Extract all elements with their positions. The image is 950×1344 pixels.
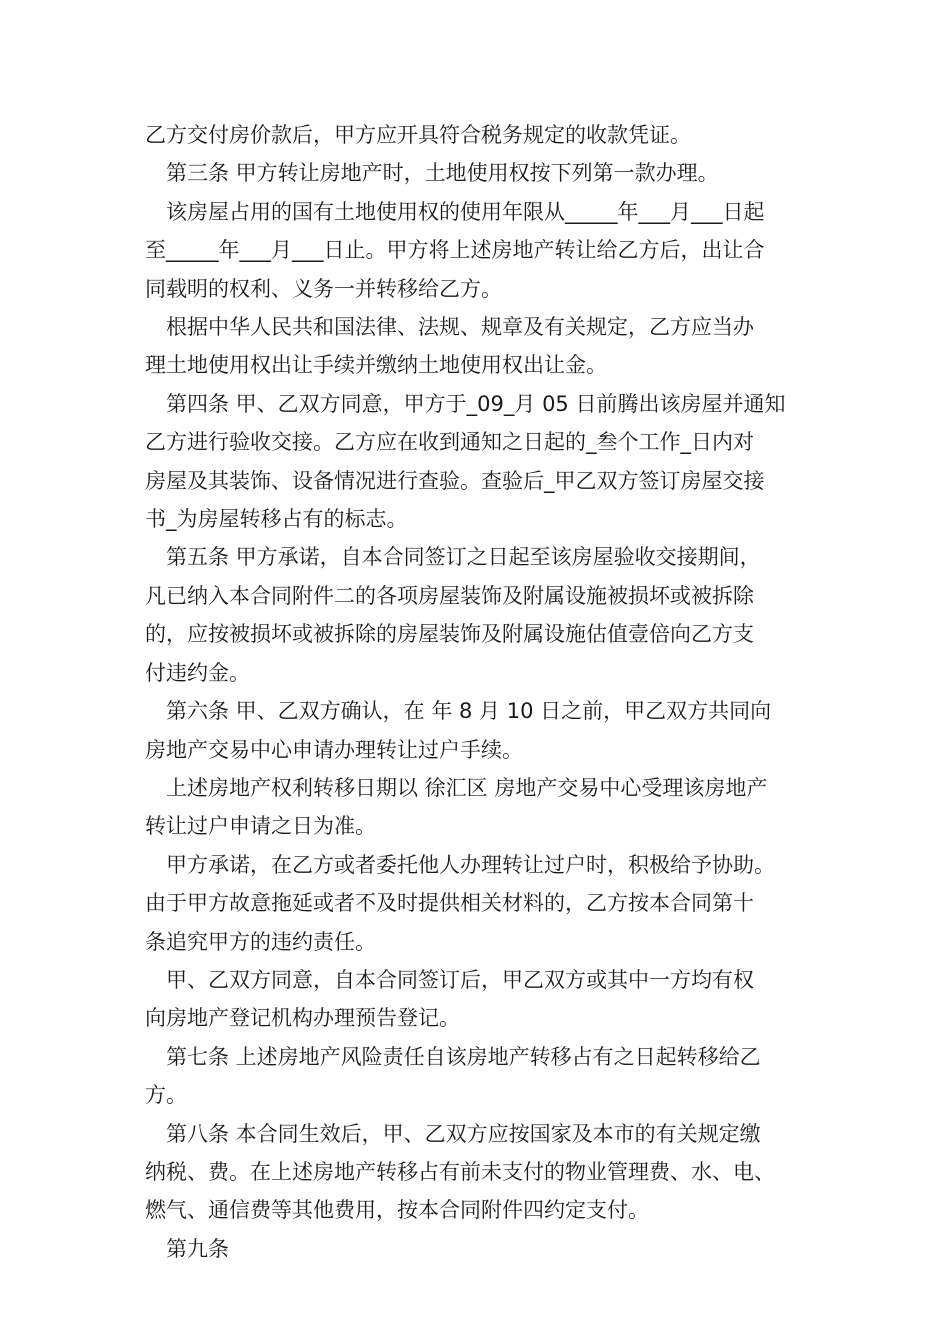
text-line: 的，应按被损坏或被拆除的房屋装饰及附属设施估值壹倍向乙方支 — [145, 622, 754, 647]
text-line: 根据中华人民共和国法律、法规、规章及有关规定，乙方应当办 — [145, 315, 754, 340]
text-line: 第三条 甲方转让房地产时，土地使用权按下列第一款办理。 — [145, 161, 719, 186]
text-line: 乙方进行验收交接。乙方应在收到通知之日起的_叁个工作_日内对 — [145, 430, 754, 455]
text-line: 房地产交易中心申请办理转让过户手续。 — [145, 737, 523, 762]
text-line: 上述房地产权利转移日期以 徐汇区 房地产交易中心受理该房地产 — [145, 775, 768, 800]
text-line: 第五条 甲方承诺，自本合同签订之日起至该房屋验收交接期间， — [145, 545, 761, 570]
text-line: 燃气、通信费等其他费用，按本合同附件四约定支付。 — [145, 1198, 649, 1223]
text-line: 条追究甲方的违约责任。 — [145, 929, 376, 954]
text-line: 房屋及其装饰、设备情况进行查验。查验后_甲乙双方签订房屋交接 — [145, 468, 765, 493]
text-line: 第六条 甲、乙双方确认，在 年 8 月 10 日之前，甲乙双方共同向 — [145, 699, 772, 724]
text-line: 书_为房屋转移占有的标志。 — [145, 507, 408, 532]
text-line: 该房屋占用的国有土地使用权的使用年限从_____年___月___日起 — [145, 199, 765, 224]
text-line: 由于甲方故意拖延或者不及时提供相关材料的，乙方按本合同第十 — [145, 891, 754, 916]
text-line: 理土地使用权出让手续并缴纳土地使用权出让金。 — [145, 353, 607, 378]
text-line: 乙方交付房价款后，甲方应开具符合税务规定的收款凭证。 — [145, 123, 691, 147]
text-line: 第九条 — [145, 1236, 229, 1261]
text-line: 甲方承诺，在乙方或者委托他人办理转让过户时，积极给予协助。 — [145, 852, 775, 877]
text-line: 第四条 甲、乙双方同意，甲方于_09_月 05 日前腾出该房屋并通知 — [145, 391, 786, 416]
text-line: 至_____年___月___日止。甲方将上述房地产转让给乙方后，出让合 — [145, 238, 765, 263]
text-line: 同载明的权利、义务一并转移给乙方。 — [145, 276, 502, 301]
text-line: 方。 — [145, 1083, 187, 1108]
text-line: 第八条 本合同生效后，甲、乙双方应按国家及本市的有关规定缴 — [145, 1121, 761, 1146]
text-line: 向房地产登记机构办理预告登记。 — [145, 1006, 460, 1031]
text-line: 凡已纳入本合同附件二的各项房屋装饰及附属设施被损坏或被拆除 — [145, 583, 754, 608]
document-body — [145, 116, 810, 1268]
text-line: 第七条 上述房地产风险责任自该房地产转移占有之日起转移给乙 — [145, 1044, 761, 1069]
text-line: 转让过户申请之日为准。 — [145, 814, 376, 839]
text-line: 付违约金。 — [145, 660, 250, 685]
text-line: 甲、乙双方同意，自本合同签订后，甲乙双方或其中一方均有权 — [145, 967, 754, 992]
text-line: 纳税、费。在上述房地产转移占有前未支付的物业管理费、水、电、 — [145, 1159, 775, 1184]
